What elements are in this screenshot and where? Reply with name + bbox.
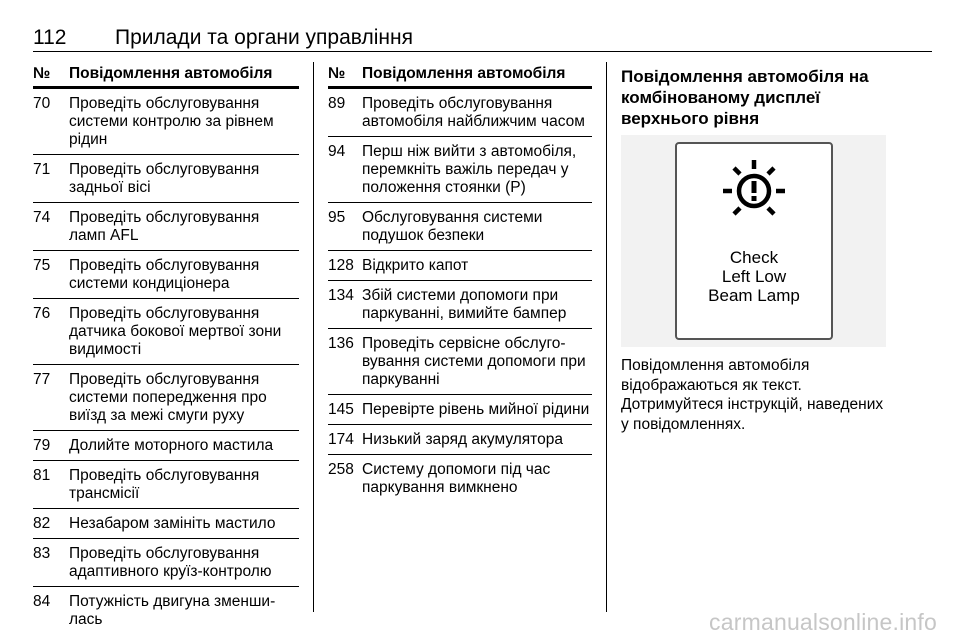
watermark: carmanualsonline.info — [709, 609, 937, 635]
message-number: 77 — [33, 371, 51, 388]
message-number: 128 — [328, 257, 354, 274]
table-row — [33, 431, 299, 461]
message-number: 76 — [33, 305, 51, 322]
page-header — [33, 22, 932, 52]
message-number: 70 — [33, 95, 51, 112]
table-row — [328, 137, 592, 203]
message-text: Проведіть обслуговування системи кондиціонера — [69, 257, 260, 292]
header-num: № — [328, 65, 346, 82]
table-row — [33, 155, 299, 203]
message-number: 83 — [33, 545, 51, 562]
message-text: Проведіть обслуговування системи попередження про виїзд за межі смуги руху — [69, 371, 267, 424]
message-text: Перш ніж вийти з автомобіля, перемкніть важіль передач у положення стоянки (P) — [362, 143, 577, 196]
message-text: Проведіть обслуговування датчика бокової мертвої зони видимості — [69, 305, 282, 358]
message-number: 75 — [33, 257, 51, 274]
message-text: Потужність двигуна зменши-лась — [69, 593, 276, 628]
table-row — [33, 509, 299, 539]
message-number: 89 — [328, 95, 346, 112]
table-row — [328, 89, 592, 137]
table-row — [328, 281, 592, 329]
message-text: Проведіть обслуговування адаптивного круїз-контролю — [69, 545, 272, 580]
section-description: Повідомлення автомобіля відображаються як текст. Дотримуйтеся інструкцій, наведених у повідомленнях. — [621, 357, 884, 433]
message-text: Проведіть обслуговування задньої вісі — [69, 161, 260, 196]
column-divider-left — [313, 62, 314, 612]
message-text: Проведіть обслуговування системи контролю за рівнем рідин — [69, 95, 274, 148]
message-number: 74 — [33, 209, 51, 226]
message-text: Низький заряд акумулятора — [362, 431, 563, 448]
message-text: Перевірте рівень мийної рідини — [362, 401, 590, 418]
header-num: № — [33, 65, 51, 82]
page-title: Прилади та органи управління — [115, 26, 413, 49]
message-number: 79 — [33, 437, 51, 454]
table-row — [33, 365, 299, 431]
message-number: 82 — [33, 515, 51, 532]
column-divider-right — [606, 62, 607, 612]
message-text: Проведіть обслуговування трансмісії — [69, 467, 260, 502]
message-number: 81 — [33, 467, 51, 484]
table-row — [33, 539, 299, 587]
message-number: 94 — [328, 143, 346, 160]
upper-level-display — [675, 142, 833, 340]
message-text: Відкрито капот — [362, 257, 469, 274]
table-row — [328, 455, 592, 502]
table-row — [328, 329, 592, 395]
message-number: 258 — [328, 461, 354, 478]
table-row — [328, 251, 592, 281]
message-number: 145 — [328, 401, 354, 418]
table-row — [328, 395, 592, 425]
table-row — [33, 299, 299, 365]
table-row — [33, 251, 299, 299]
upper-display-section — [621, 62, 886, 433]
display-message — [677, 248, 831, 305]
message-number: 136 — [328, 335, 354, 352]
display-line: Check — [729, 248, 779, 267]
table-row — [328, 203, 592, 251]
message-number: 71 — [33, 161, 51, 178]
display-line: Left Low — [721, 267, 787, 286]
message-text: Проведіть сервісне обслуго-вування системи допомоги при паркуванні — [362, 335, 586, 388]
message-text: Долийте моторного мастила — [69, 437, 274, 454]
page-number: 112 — [33, 26, 67, 49]
message-number: 134 — [328, 287, 354, 304]
table-row — [33, 461, 299, 509]
header-message: Повідомлення автомобіля — [69, 65, 273, 82]
table-row — [328, 425, 592, 455]
message-text: Збій системи допомоги при паркуванні, вимийте бампер — [362, 287, 567, 322]
message-number: 84 — [33, 593, 51, 610]
message-text: Обслуговування системи подушок безпеки — [362, 209, 543, 244]
table-row — [33, 587, 299, 634]
table-header — [33, 62, 299, 89]
message-text: Проведіть обслуговування автомобіля найближчим часом — [362, 95, 585, 130]
table-header — [328, 62, 592, 89]
message-text: Систему допомоги під час паркування вимкнено — [362, 461, 551, 496]
message-table-left — [33, 62, 299, 634]
table-row — [33, 89, 299, 155]
display-line: Beam Lamp — [708, 286, 800, 305]
message-table-right — [328, 62, 592, 502]
message-number: 174 — [328, 431, 354, 448]
message-number: 95 — [328, 209, 346, 226]
table-row — [33, 203, 299, 251]
lamp-warning-icon — [722, 158, 786, 218]
message-text: Незабаром замініть мастило — [69, 515, 276, 532]
header-message: Повідомлення автомобіля — [362, 65, 566, 82]
message-text: Проведіть обслуговування ламп AFL — [69, 209, 260, 244]
section-title: Повідомлення автомобіля на комбінованому дисплеї верхнього рівня — [621, 67, 869, 128]
